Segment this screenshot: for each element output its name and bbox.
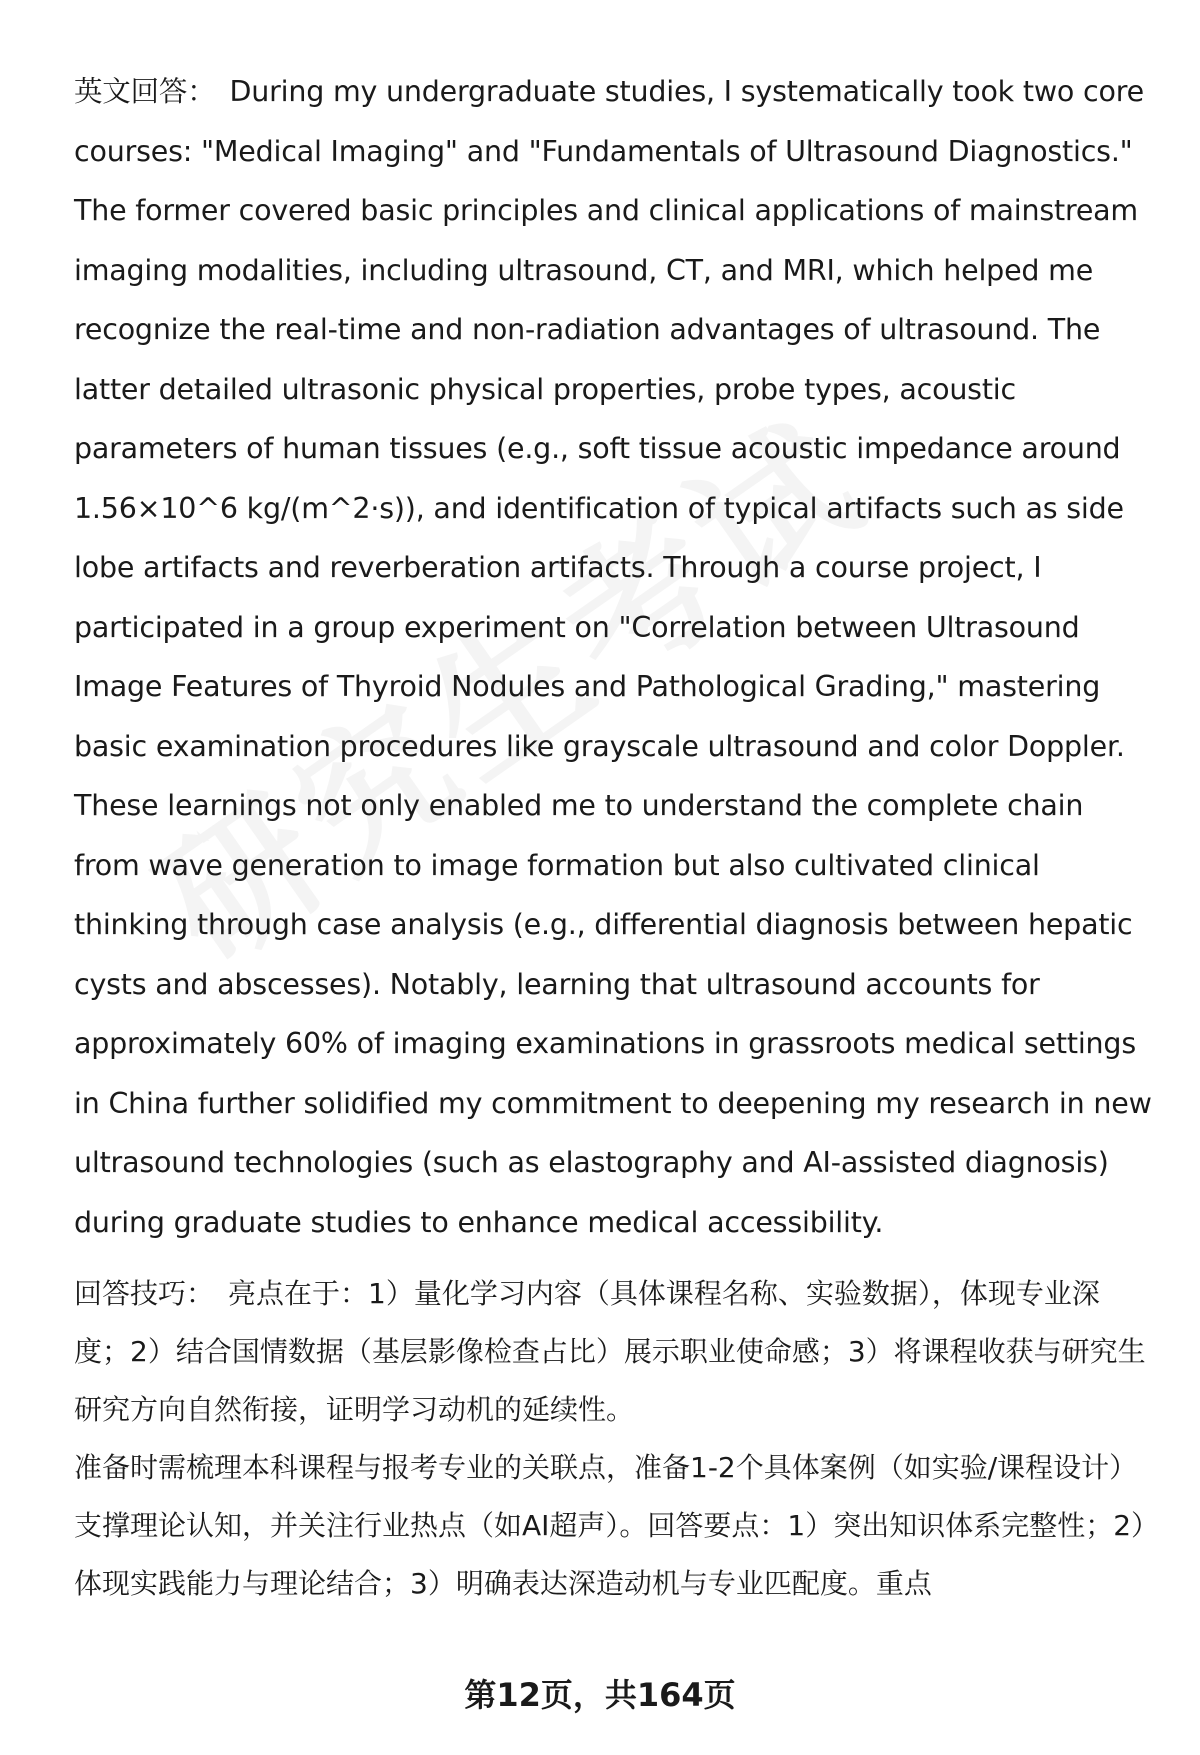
document-body xyxy=(74,62,1154,1613)
preparation-text: 准备时需梳理本科课程与报考专业的关联点，准备1-2个具体案例（如实验/课程设计）支撑理论认知，并关注行业热点（如AI超声）。回答要点：1）突出知识体系完整性；2）体现实践能力与理论结合；3）明确表达深造动机与专业匹配度。重点 xyxy=(74,1451,1146,1600)
english-answer-paragraph xyxy=(74,62,1154,1252)
answer-label: 英文回答： xyxy=(74,75,216,108)
page-number: 第12页，共164页 xyxy=(464,1676,736,1714)
answer-text: During my undergraduate studies, I systematically took two core courses: "Medical Imaging" and "Fundamentals of Ultrasound Diagnostics." The former covered basic principles and clinical applications of mainstream imaging modalities, including ultrasound, CT, and MRI, which helped me recognize the real-time and non-radiation advantages of ultrasound. The latter detailed ultrasonic physical properties, probe types, acoustic parameters of human tissues (e.g., soft tissue acoustic impedance around 1.56×10^6 kg/(m^2·s)), and identification of typical artifacts such as side lobe artifacts and reverberation artifacts. Through a course project, I participated in a group experiment on "Correlation between Ultrasound Image Features of Thyroid Nodules and Pathological Grading," mastering basic examination procedures like grayscale ultrasound and color Doppler. These learnings not only enabled me to understand the complete chain from wave generation to image formation but also cultivated clinical thinking through case analysis (e.g., differential diagnosis between hepatic cysts and abscesses). Notably, learning that ultrasound accounts for approximately 60% of imaging examinations in grassroots medical settings in China further solidified my commitment to deepening my research in new ultrasound technologies (such as elastography and AI-assisted diagnosis) during graduate studies to enhance medical accessibility. xyxy=(74,75,1152,1239)
preparation-paragraph xyxy=(74,1439,1154,1613)
tips-paragraph xyxy=(74,1265,1154,1439)
tips-text: 亮点在于：1）量化学习内容（具体课程名称、实验数据），体现专业深度；2）结合国情数据（基层影像检查占比）展示职业使命感；3）将课程收获与研究生研究方向自然衔接，证明学习动机的延续性。 xyxy=(74,1277,1146,1426)
tips-label: 回答技巧： xyxy=(74,1277,215,1310)
